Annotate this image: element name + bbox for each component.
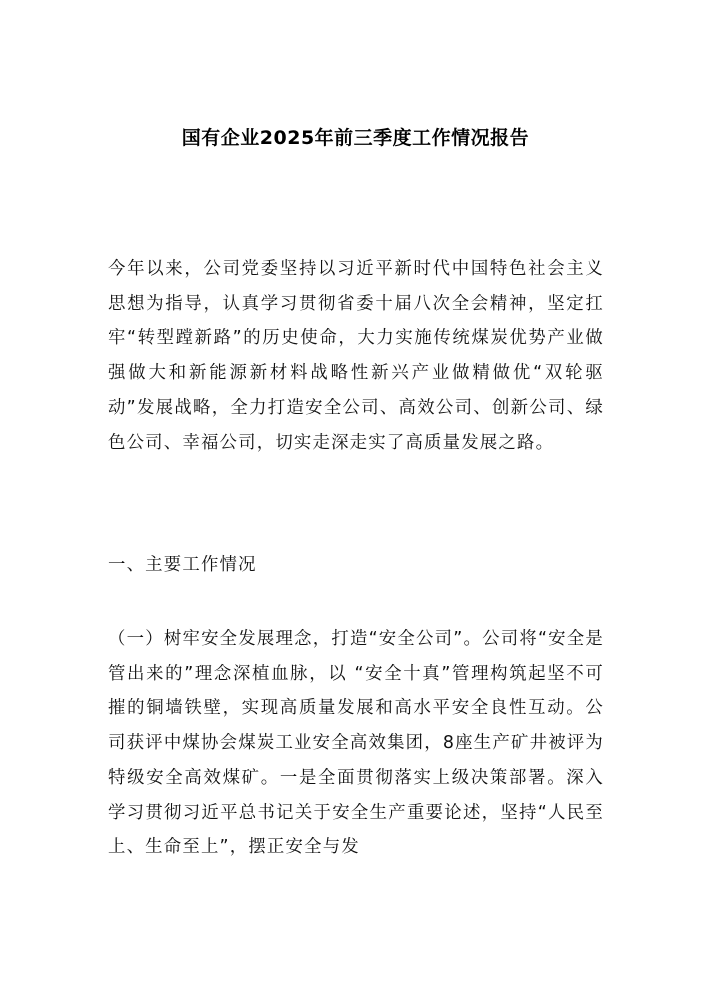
section-paragraph: （一）树牢安全发展理念，打造“安全公司”。公司将“安全是管出来的”理念深植血脉，以 “安全十真”管理构筑起坚不可摧的铜墙铁壁，实现高质量发展和高水平安全良性互动。公司获评中煤协会煤炭工业安全高效集团，8座生产矿井被评为特级安全高效煤矿。一是全面贯彻落实上级决策部署。深入学习贯彻习近平总书记关于安全生产重要论述，坚持“人民至上、生命至上”，摆正安全与发 (108, 629, 604, 858)
section-heading: 一、主要工作情况 (108, 555, 257, 575)
intro-paragraph: 今年以来，公司党委坚持以习近平新时代中国特色社会主义思想为指导，认真学习贯彻省委十届八次全会精神，坚定扛牢“转型蹚新路”的历史使命，大力实施传统煤炭优势产业做强做大和新能源新材料战略性新兴产业做精做优“双轮驱动”发展战略，全力打造安全公司、高效公司、创新公司、绿色公司、幸福公司，切实走深走实了高质量发展之路。 (108, 259, 604, 453)
document-title: 国有企业2025年前三季度工作情况报告 (181, 127, 530, 149)
